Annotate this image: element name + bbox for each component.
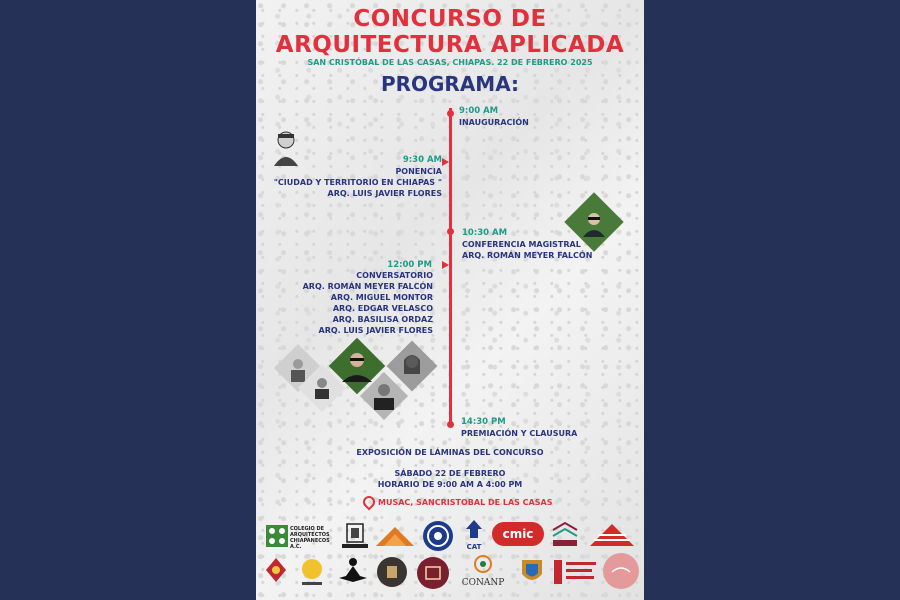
crest-logo (518, 556, 546, 588)
location-pin-icon (361, 494, 378, 511)
event-line: ARQ. ROMÁN MEYER FALCÓN (302, 282, 433, 291)
cat-logo-text: CAT (466, 543, 482, 551)
timeline-line (449, 108, 452, 424)
event-line: INAUGURACIÓN (459, 118, 529, 127)
exposicion-hours: HORARIO DE 9:00 AM A 4:00 PM (377, 480, 523, 489)
university-seal-logo (340, 522, 370, 550)
pyramid-logo (588, 522, 636, 548)
cmic-logo-text: cmic (502, 527, 534, 541)
event-line: ARQ. BASILISA ORDAZ (332, 315, 433, 324)
event-poster (256, 0, 644, 600)
event-time: 9:30 AM (402, 155, 442, 165)
conversatorio-photos (274, 338, 444, 420)
event-line: ARQ. LUIS JAVIER FLORES (318, 326, 433, 335)
circular-emblem-logo (422, 520, 454, 552)
poster-title-line2: ARQUITECTURA APLICADA (275, 32, 625, 58)
event-line: PREMIACIÓN Y CLAUSURA (461, 429, 578, 438)
event-line: ARQ. LUIS JAVIER FLORES (327, 189, 442, 198)
event-time: 12:00 PM (387, 260, 432, 270)
event-time: 9:00 AM (459, 106, 499, 116)
speaker-photo-luis-javier (272, 128, 300, 166)
meditation-figure-logo (336, 556, 370, 588)
colegio-arquitectos-logo (266, 522, 336, 550)
timeline-dot (447, 421, 454, 428)
timeline-dot (447, 110, 454, 117)
exposicion-title: EXPOSICIÓN DE LÁMINAS DEL CONCURSO (356, 448, 544, 457)
maroon-circle-logo (416, 556, 450, 590)
event-time: 10:30 AM (462, 228, 508, 238)
event-line: ARQ. EDGAR VELASCO (332, 304, 433, 313)
event-line: CONFERENCIA MAGISTRAL (462, 240, 581, 249)
event-line: ARQ. ROMÁN MEYER FALCÓN (462, 251, 593, 260)
conanp-logo-text: CONANP (461, 578, 505, 588)
architecture-triangle-logo (374, 524, 416, 548)
yellow-sun-logo (296, 556, 328, 590)
secretaria-infraestructura-logo (550, 520, 580, 550)
dark-circle-logo (376, 556, 408, 588)
cat-logo (462, 519, 486, 551)
event-line: ARQ. MIGUEL MONTOR (330, 293, 433, 302)
event-line: CONVERSATORIO (356, 271, 433, 280)
event-time: 14:30 PM (461, 417, 506, 427)
pink-circle-logo (602, 552, 640, 590)
timeline-arrow (442, 261, 449, 269)
timeline-arrow (442, 158, 449, 166)
red-star-logo (262, 556, 290, 590)
event-line: "CIUDAD Y TERRITORIO EN CHIAPAS " (273, 178, 442, 187)
event-line: PONENCIA (395, 167, 442, 176)
conanp-logo (456, 554, 510, 590)
cmic-logo (492, 522, 544, 546)
colegio-logo-text: COLEGIO DE ARQUITECTOS CHIAPANECOS A.C. (290, 526, 330, 550)
exposicion-date: SÁBADO 22 DE FEBRERO (394, 469, 506, 478)
exposicion-location: MUSAC, SANCRISTOBAL DE LAS CASAS (378, 498, 553, 507)
timeline-dot (447, 228, 454, 235)
poster-title-line1: CONCURSO DE (353, 6, 547, 32)
programa-heading: PROGRAMA: (380, 72, 520, 96)
red-text-logo (552, 556, 598, 588)
poster-subtitle: SAN CRISTÓBAL DE LAS CASAS, CHIAPAS. 22 DE FEBRERO 2025 (307, 58, 593, 67)
